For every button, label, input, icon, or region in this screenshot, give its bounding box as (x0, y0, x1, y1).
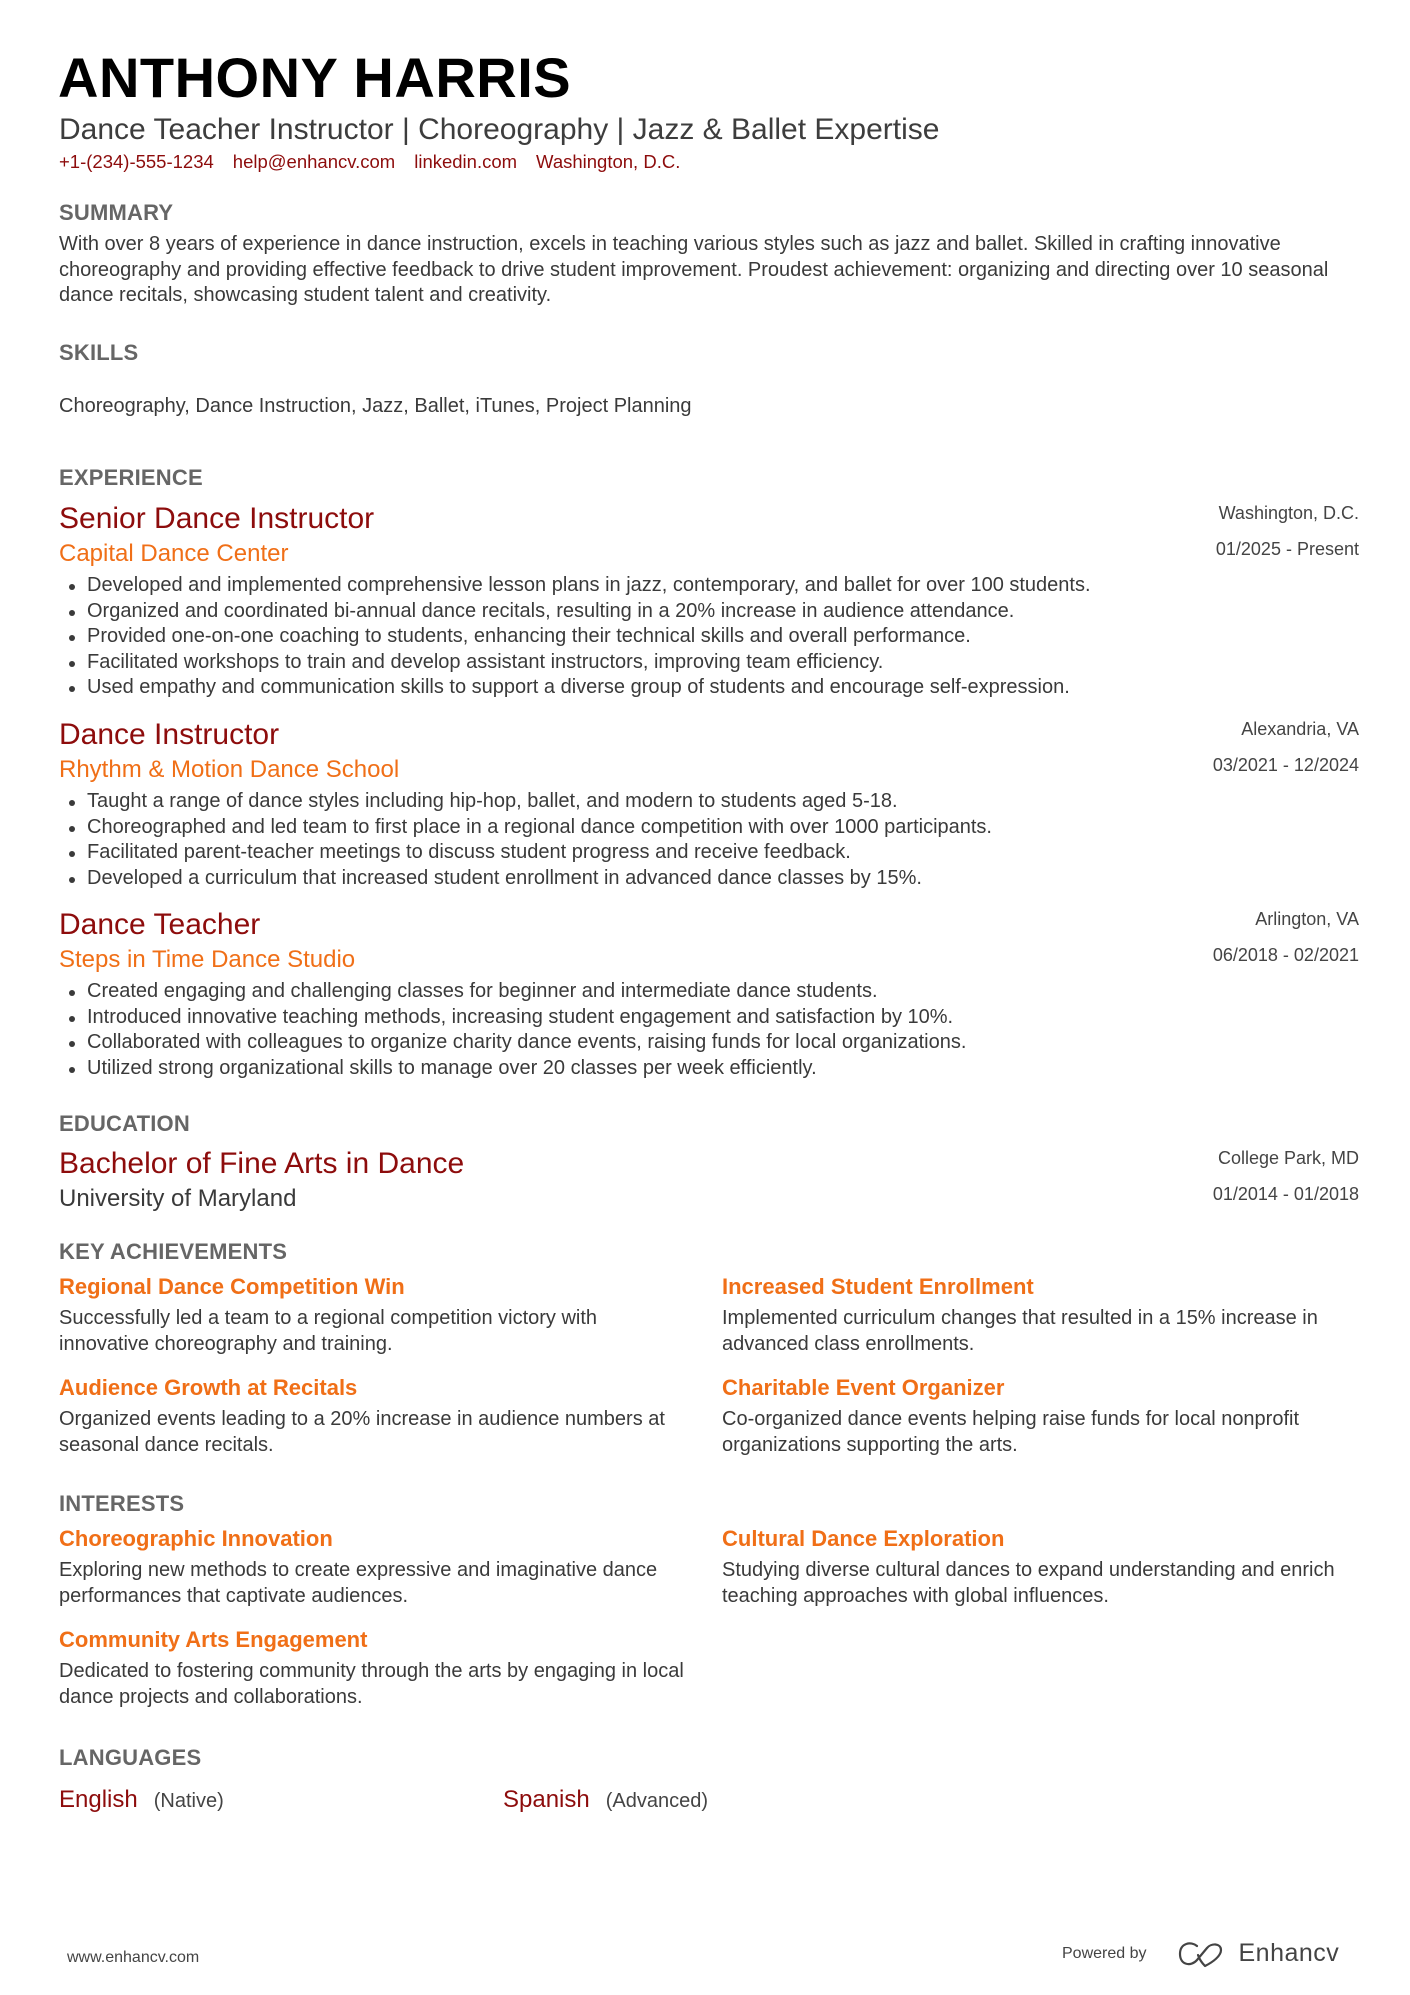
section-title-experience: EXPERIENCE (59, 465, 203, 490)
job-title: Dance Teacher (59, 908, 261, 941)
section-title-skills: SKILLS (59, 340, 139, 365)
company-name: Capital Dance Center (59, 540, 289, 567)
powered-by[interactable] (1062, 1939, 1339, 1968)
job-location: Washington, D.C. (1218, 503, 1359, 523)
language-name: Spanish (503, 1786, 590, 1813)
job-title: Senior Dance Instructor (59, 502, 375, 535)
bullet-item: Used empathy and communication skills to support a diverse group of students and encourage self-expression. (59, 675, 1359, 701)
job-dates: 03/2021 - 12/2024 (1212, 755, 1359, 775)
bullet-item: Utilized strong organizational skills to manage over 20 classes per week efficiently. (59, 1056, 1359, 1082)
achievement-card (722, 1374, 1352, 1458)
section-title-interests: INTERESTS (59, 1491, 185, 1516)
phone-link[interactable]: +1-(234)-555-1234 (59, 151, 214, 172)
company-name: Rhythm & Motion Dance School (59, 756, 400, 783)
language-item (503, 1786, 708, 1814)
education-location: College Park, MD (1217, 1148, 1359, 1168)
bullet-item: Organized and coordinated bi-annual dance recitals, resulting in a 20% increase in audience attendance. (59, 599, 1359, 625)
job-dates: 01/2025 - Present (1215, 539, 1359, 559)
interest-title: Community Arts Engagement (59, 1627, 368, 1652)
job-location: Alexandria, VA (1241, 719, 1359, 739)
summary-text: With over 8 years of experience in dance instruction, excels in teaching various styles such as jazz and ballet. Skilled in crafting innovative choreography and providing effective feedback to drive student improvement. Proudest achievement: organizing and directing over 10 seasonal dance recitals, showcasing student talent and creativity. (59, 233, 1329, 307)
headline: Dance Teacher Instructor | Choreography | Jazz & Ballet Expertise (59, 113, 940, 146)
achievement-desc: Implemented curriculum changes that resulted in a 15% increase in advanced class enrollments. (722, 1307, 1318, 1355)
interest-desc: Exploring new methods to create expressive and imaginative dance performances that captivate audiences. (59, 1559, 658, 1607)
interest-title: Choreographic Innovation (59, 1526, 333, 1551)
achievement-card (59, 1273, 689, 1357)
powered-by-label: Powered by (1062, 1944, 1147, 1962)
language-level: (Native) (153, 1790, 224, 1812)
email-link[interactable]: help@enhancv.com (232, 151, 396, 172)
language-level: (Advanced) (605, 1790, 709, 1812)
interest-desc: Studying diverse cultural dances to expand understanding and enrich teaching approaches with global influences. (722, 1559, 1335, 1607)
bullet-item: Collaborated with colleagues to organize charity dance events, raising funds for local organizations. (59, 1030, 1359, 1056)
education-dates: 01/2014 - 01/2018 (1212, 1184, 1359, 1204)
section-title-achievements: KEY ACHIEVEMENTS (59, 1239, 288, 1264)
job-bullets (59, 573, 1359, 701)
bullet-item: Taught a range of dance styles including hip-hop, ballet, and modern to students aged 5-18. (59, 789, 1359, 815)
achievement-title: Audience Growth at Recitals (59, 1375, 358, 1400)
bullet-item: Created engaging and challenging classes for beginner and intermediate dance students. (59, 979, 1359, 1005)
achievement-title: Charitable Event Organizer (722, 1375, 1005, 1400)
achievement-title: Regional Dance Competition Win (59, 1274, 405, 1299)
achievement-desc: Organized events leading to a 20% increase in audience numbers at seasonal dance recitals. (59, 1408, 665, 1456)
language-item (59, 1786, 224, 1814)
job-title: Dance Instructor (59, 718, 280, 751)
bullet-item: Introduced innovative teaching methods, increasing student engagement and satisfaction by 10%. (59, 1005, 1359, 1031)
interest-card (722, 1525, 1352, 1609)
interest-desc: Dedicated to fostering community through the arts by engaging in local dance projects and collaborations. (59, 1660, 684, 1708)
section-title-summary: SUMMARY (59, 200, 174, 225)
interest-title: Cultural Dance Exploration (722, 1526, 1005, 1551)
job-bullets (59, 789, 1359, 891)
bullet-item: Facilitated workshops to train and develop assistant instructors, improving team efficiency. (59, 650, 1359, 676)
contact-info (59, 150, 680, 174)
footer-website-link[interactable]: www.enhancv.com (67, 1949, 200, 1966)
bullet-item: Developed a curriculum that increased student enrollment in advanced dance classes by 15%. (59, 866, 1359, 892)
achievement-desc: Successfully led a team to a regional competition victory with innovative choreography and training. (59, 1307, 598, 1355)
company-name: Steps in Time Dance Studio (59, 946, 356, 973)
job-location: Arlington, VA (1255, 909, 1359, 929)
interest-card (59, 1626, 689, 1710)
location-text: Washington, D.C. (536, 151, 681, 172)
degree-title: Bachelor of Fine Arts in Dance (59, 1147, 465, 1180)
achievement-card (722, 1273, 1352, 1357)
job-dates: 06/2018 - 02/2021 (1212, 945, 1359, 965)
achievement-desc: Co-organized dance events helping raise funds for local nonprofit organizations supporting the arts. (722, 1408, 1300, 1456)
enhancv-logo-text: Enhancv (1238, 1939, 1340, 1967)
section-title-education: EDUCATION (59, 1111, 190, 1136)
language-name: English (59, 1786, 138, 1813)
section-title-languages: LANGUAGES (59, 1745, 202, 1770)
job-bullets (59, 979, 1359, 1081)
enhancv-logo-icon (1177, 1940, 1225, 1968)
school-name: University of Maryland (59, 1185, 297, 1212)
interest-card (59, 1525, 689, 1609)
achievement-title: Increased Student Enrollment (722, 1274, 1034, 1299)
bullet-item: Facilitated parent-teacher meetings to discuss student progress and receive feedback. (59, 840, 1359, 866)
bullet-item: Developed and implemented comprehensive lesson plans in jazz, contemporary, and ballet for over 100 students. (59, 573, 1359, 599)
candidate-name: ANTHONY HARRIS (58, 46, 572, 109)
bullet-item: Provided one-on-one coaching to students, enhancing their technical skills and overall performance. (59, 624, 1359, 650)
achievement-card (59, 1374, 689, 1458)
skills-text: Choreography, Dance Instruction, Jazz, Ballet, iTunes, Project Planning (59, 395, 692, 417)
linkedin-link[interactable]: linkedin.com (414, 151, 518, 172)
bullet-item: Choreographed and led team to first place in a regional dance competition with over 1000 participants. (59, 815, 1359, 841)
